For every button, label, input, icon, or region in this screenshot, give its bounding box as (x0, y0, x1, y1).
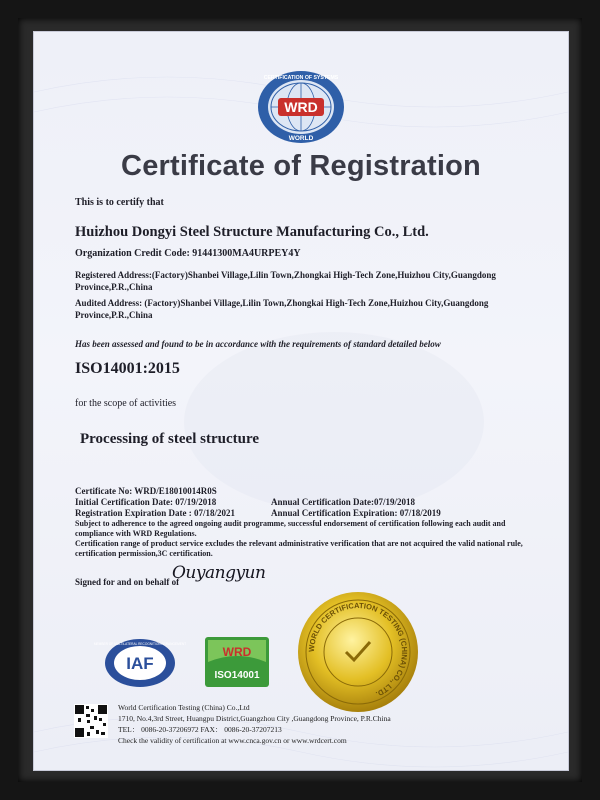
note-audit: Subject to adherence to the agreed ongoing audit programme, successful endorsement of certification following each audit and compliance with WRD Regulations. (75, 519, 506, 538)
logo-top-text: CERTIFICATION OF SYSTEMS (263, 75, 339, 81)
footer-street: 1710, No.4,3rd Street, Huangpu District,Guangzhou City ,Guangdong Province, P.R.China (118, 714, 391, 723)
company-name: Huizhou Dongyi Steel Structure Manufacturing Co., Ltd. (75, 224, 429, 240)
iaf-label: IAF (126, 654, 154, 673)
certificate-paper (33, 31, 569, 771)
wrd-badge-top: WRD (222, 645, 252, 659)
footer-contact: TEL： 0086-20-37206972 FAX： 0086-20-37207213 (118, 725, 282, 734)
org-code: Organization Credit Code: 91441300MA4URPEY4Y (75, 248, 301, 259)
initial-date: Initial Certification Date: 07/19/2018 (75, 497, 217, 507)
registration-expiry: Registration Expiration Date : 07/18/2021 (75, 508, 235, 518)
certificate-number: Certificate No: WRD/E18010014R0S (75, 486, 217, 496)
assessment-text: Has been assessed and found to be in accordance with the requirements of standard detailed below (75, 339, 441, 349)
audited-address: Audited Address: (Factory)Shanbei Village,Lilin Town,Zhongkai High-Tech Zone,Huizhou City,Guangdong Province,P.R.,China (75, 298, 489, 320)
footer-validity: Check the validity of certification at www.cnca.gov.cn or www.wrdcert.com (118, 736, 347, 745)
wrd-badge-bottom: ISO14001 (214, 670, 260, 681)
gold-seal (296, 590, 420, 714)
intro-text: This is to certify that (75, 197, 164, 208)
note-range: Certification range of product service excludes the relevant administrative verification that are not acquired the valid national rule, certification permission,3C certification. (75, 539, 523, 558)
logo-bottom-text: WORLD (288, 135, 314, 142)
iaf-ring-text: MEMBER OF MULTILATERAL RECOGNITION ARRANGEMENT (93, 642, 187, 646)
seal-ring-text: WORLD CERTIFICATION TESTING (CHINA) CO., LTD. (306, 600, 410, 699)
footer-address (118, 702, 391, 746)
annual-expiry: Annual Certification Expiration: 07/18/2019 (271, 508, 441, 518)
certificate-title: Certificate of Registration (121, 150, 481, 182)
iaf-badge (93, 638, 187, 688)
footer-company: World Certification Testing (China) Co.,Ltd (118, 703, 250, 712)
qr-code (74, 704, 108, 738)
scope: Processing of steel structure (80, 431, 259, 447)
signature: Ouyangyun (172, 563, 266, 583)
wrd-logo (256, 69, 346, 145)
signed-text: Signed for and on behalf of (75, 577, 180, 587)
wrd-iso-badge (204, 636, 270, 688)
registered-address: Registered Address:(Factory)Shanbei Village,Lilin Town,Zhongkai High-Tech Zone,Huizhou City,Guangdong Province,P.R.,China (75, 270, 496, 292)
scope-intro: for the scope of activities (75, 398, 177, 409)
logo-center-text: WRD (284, 99, 318, 115)
annual-date: Annual Certification Date:07/19/2018 (271, 497, 415, 507)
standard: ISO14001:2015 (75, 360, 180, 377)
